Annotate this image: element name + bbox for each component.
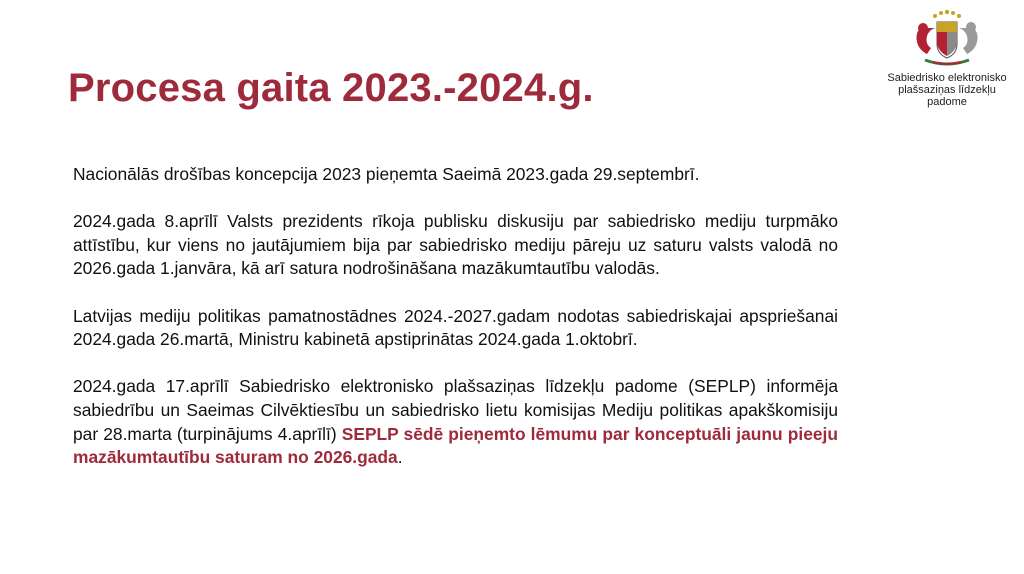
paragraph-media-policy-guidelines: Latvijas mediju politikas pamatnostādnes 2024.-2027.gadam nodotas sabiedriskajai apspriešanai 2024.gada 26.martā, Ministru kabinetā apstiprinātas 2024.gada 1.oktobrī.: [73, 305, 838, 350]
seplp-decision-highlight: SEPLP sēdē pieņemto lēmumu par konceptuāli jaunu pieeju mazākumtautību saturam no 2026.gada: [73, 423, 838, 468]
org-name-line-1: Sabiedrisko elektronisko: [887, 72, 1007, 84]
organization-logo: [882, 8, 1012, 108]
paragraph-president-discussion: 2024.gada 8.aprīlī Valsts prezidents rīkoja publisku diskusiju par sabiedrisko mediju turpmāko attīstību, kur viens no jautājumiem bija par sabiedrisko mediju pāreju uz saturu valsts valodā no 2026.gada 1.janvāra, kā arī satura nodrošināšana mazākumtautību valodās.: [73, 211, 838, 279]
org-name-line-3: padome: [927, 96, 967, 108]
latvian-coat-of-arms-icon: [907, 8, 987, 70]
page-title: Procesa gaita 2023.-2024.g.: [68, 66, 594, 110]
paragraph-seplp-announcement: [73, 375, 838, 469]
paragraph-seplp-text: 2024.gada 17.aprīlī Sabiedrisko elektronisko plašsaziņas līdzekļu padome (SEPLP) informēja sabiedrību un Saeimas Cilvēktiesību un sabiedrisko lietu komisijas Mediju politikas apakškomisiju par 28.marta (turpinājums 4.aprīlī): [73, 376, 838, 444]
paragraph-seplp-tail: .: [397, 447, 403, 468]
slide-body: [73, 163, 838, 493]
org-name-line-2: plašsaziņas līdzekļu: [898, 84, 996, 96]
organization-name: [882, 72, 1012, 108]
paragraph-security-concept: Nacionālās drošības koncepcija 2023 pieņemta Saeimā 2023.gada 29.septembrī.: [73, 164, 700, 184]
